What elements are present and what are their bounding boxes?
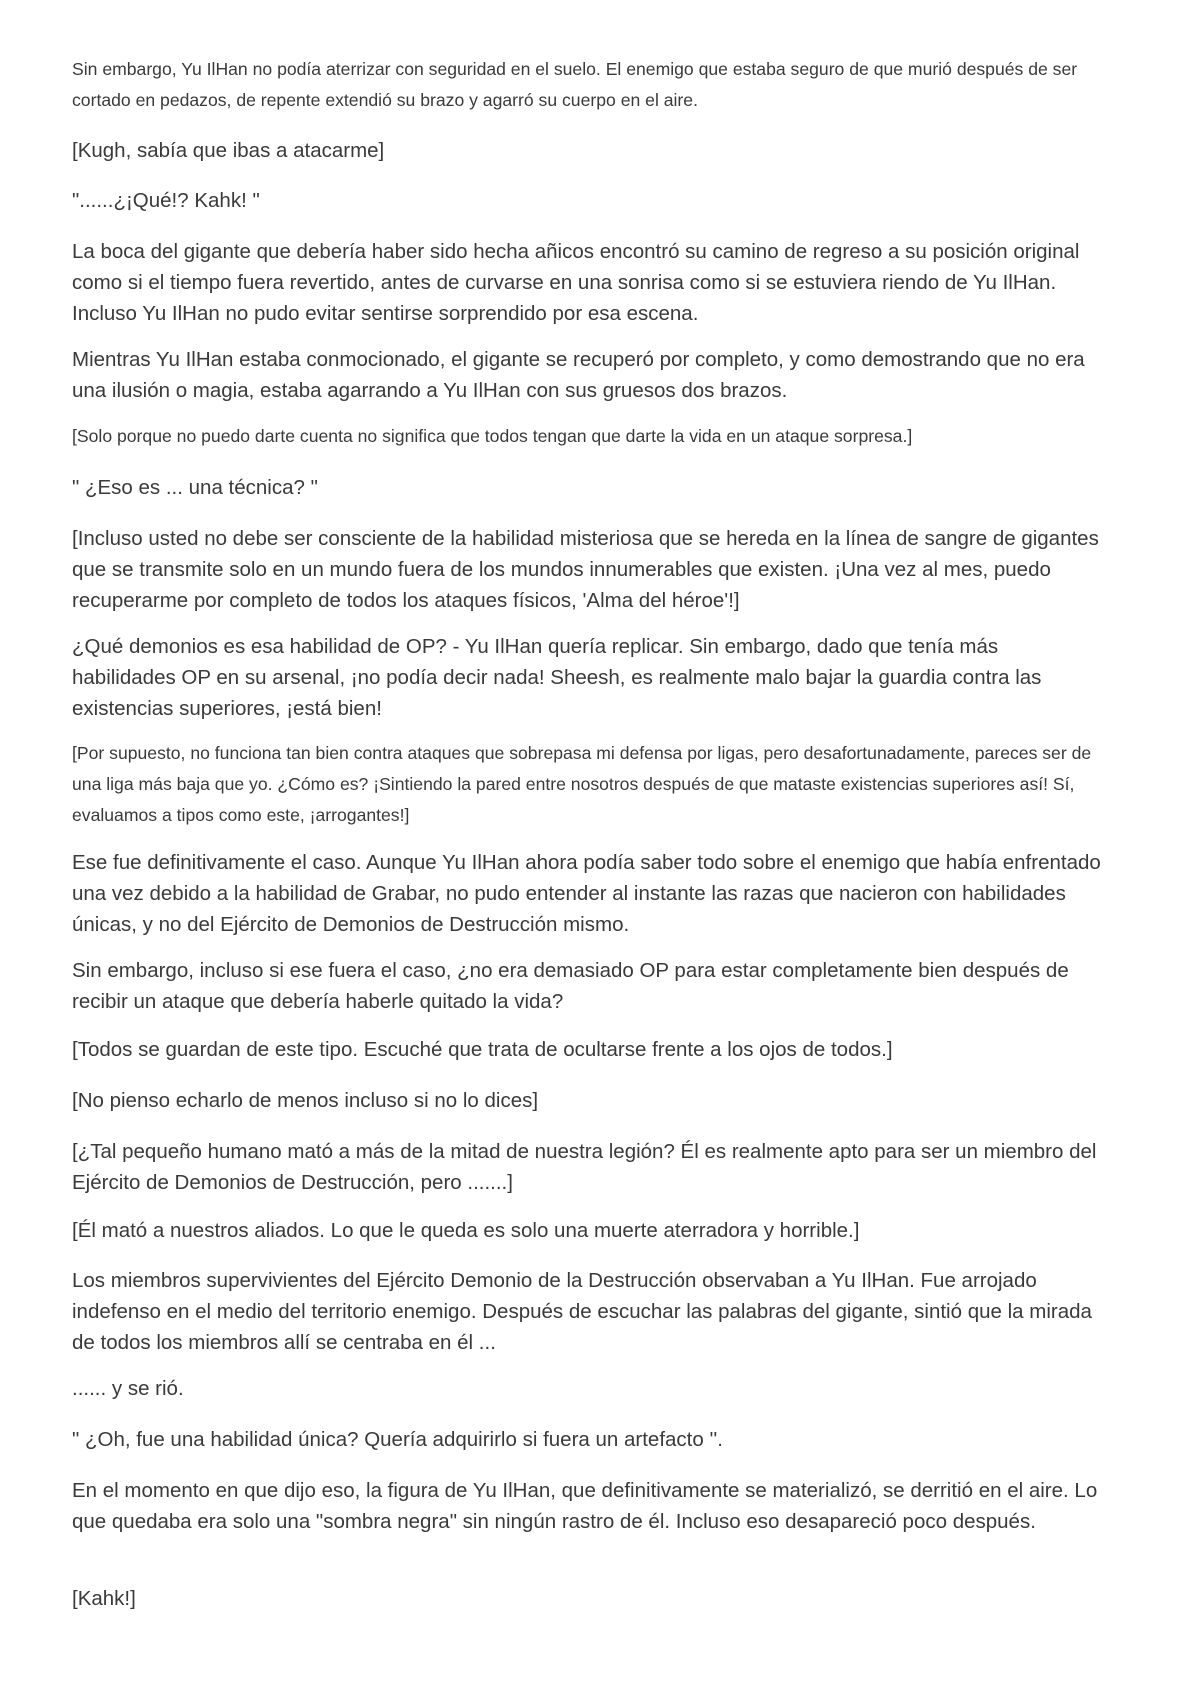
paragraph: Ese fue definitivamente el caso. Aunque Yu IlHan ahora podía saber todo sobre el enemigo que había enfrentado una vez debido a la habilidad de Grabar, no pudo entender al instante las razas que nacieron con habilidades únicas, y no del Ejército de Demonios de Destrucción mismo. [72, 851, 1101, 936]
paragraph: [Solo porque no puedo darte cuenta no significa que todos tengan que darte la vida en un ataque sorpresa.] [72, 426, 913, 446]
paragraph: [Por supuesto, no funciona tan bien contra ataques que sobrepasa mi defensa por ligas, pero desafortunadamente, pareces ser de una liga más baja que yo. ¿Cómo es? ¡Sintiendo la pared entre nosotros después de que mataste existencias superiores así! Sí, evaluamos a tipos como este, ¡arrogantes!] [72, 743, 1092, 825]
paragraph: [Todos se guardan de este tipo. Escuché que trata de ocultarse frente a los ojos de todos.] [72, 1038, 893, 1061]
paragraph: Sin embargo, incluso si ese fuera el caso, ¿no era demasiado OP para estar completamente bien después de recibir un ataque que debería haberle quitado la vida? [72, 959, 1069, 1013]
paragraph: Sin embargo, Yu IlHan no podía aterrizar con seguridad en el suelo. El enemigo que estaba seguro de que murió después de ser cortado en pedazos, de repente extendió su brazo y agarró su cuerpo en el aire. [72, 59, 1078, 110]
paragraph: ¿Qué demonios es esa habilidad de OP? - Yu IlHan quería replicar. Sin embargo, dado que tenía más habilidades OP en su arsenal, ¡no podía decir nada! Sheesh, es realmente malo bajar la guardia contra las existencias superiores, ¡está bien! [72, 635, 1042, 720]
paragraph: [No pienso echarlo de menos incluso si no lo dices] [72, 1089, 539, 1112]
paragraph: " ¿Eso es ... una técnica? " [72, 476, 318, 499]
paragraph: Los miembros supervivientes del Ejército Demonio de la Destrucción observaban a Yu IlHan. Fue arrojado indefenso en el medio del territorio enemigo. Después de escuchar las palabras del gigante, sintió que la mirada de todos los miembros allí se centraba en él ... [72, 1269, 1092, 1354]
paragraph: La boca del gigante que debería haber sido hecha añicos encontró su camino de regreso a su posición original como si el tiempo fuera revertido, antes de curvarse en una sonrisa como si se estuviera riendo de Yu IlHan. Incluso Yu IlHan no pudo evitar sentirse sorprendido por esa escena. [72, 240, 1080, 325]
paragraph: [Kugh, sabía que ibas a atacarme] [72, 139, 385, 162]
paragraph: " ¿Oh, fue una habilidad única? Quería adquirirlo si fuera un artefacto ''. [72, 1428, 723, 1451]
paragraph: [Él mató a nuestros aliados. Lo que le queda es solo una muerte aterradora y horrible.] [72, 1219, 860, 1242]
paragraph: ...... y se rió. [72, 1377, 184, 1400]
paragraph: [¿Tal pequeño humano mató a más de la mitad de nuestra legión? Él es realmente apto para ser un miembro del Ejército de Demonios de Destrucción, pero .......] [72, 1140, 1097, 1194]
paragraph: "......¿¡Qué!? Kahk! " [72, 189, 260, 212]
paragraph: [Incluso usted no debe ser consciente de la habilidad misteriosa que se hereda en la línea de sangre de gigantes que se transmite solo en un mundo fuera de los mundos innumerables que existen. ¡Una vez al mes, puedo recuperarme por completo de todos los ataques físicos, 'Alma del héroe'!] [72, 527, 1099, 612]
paragraph: Mientras Yu IlHan estaba conmocionado, el gigante se recuperó por completo, y como demostrando que no era una ilusión o magia, estaba agarrando a Yu IlHan con sus gruesos dos brazos. [72, 348, 1085, 402]
paragraph: En el momento en que dijo eso, la figura de Yu IlHan, que definitivamente se materializó, se derritió en el aire. Lo que quedaba era solo una "sombra negra" sin ningún rastro de él. Incluso eso desapareció poco después. [72, 1479, 1098, 1533]
paragraph: [Kahk!] [72, 1587, 136, 1610]
